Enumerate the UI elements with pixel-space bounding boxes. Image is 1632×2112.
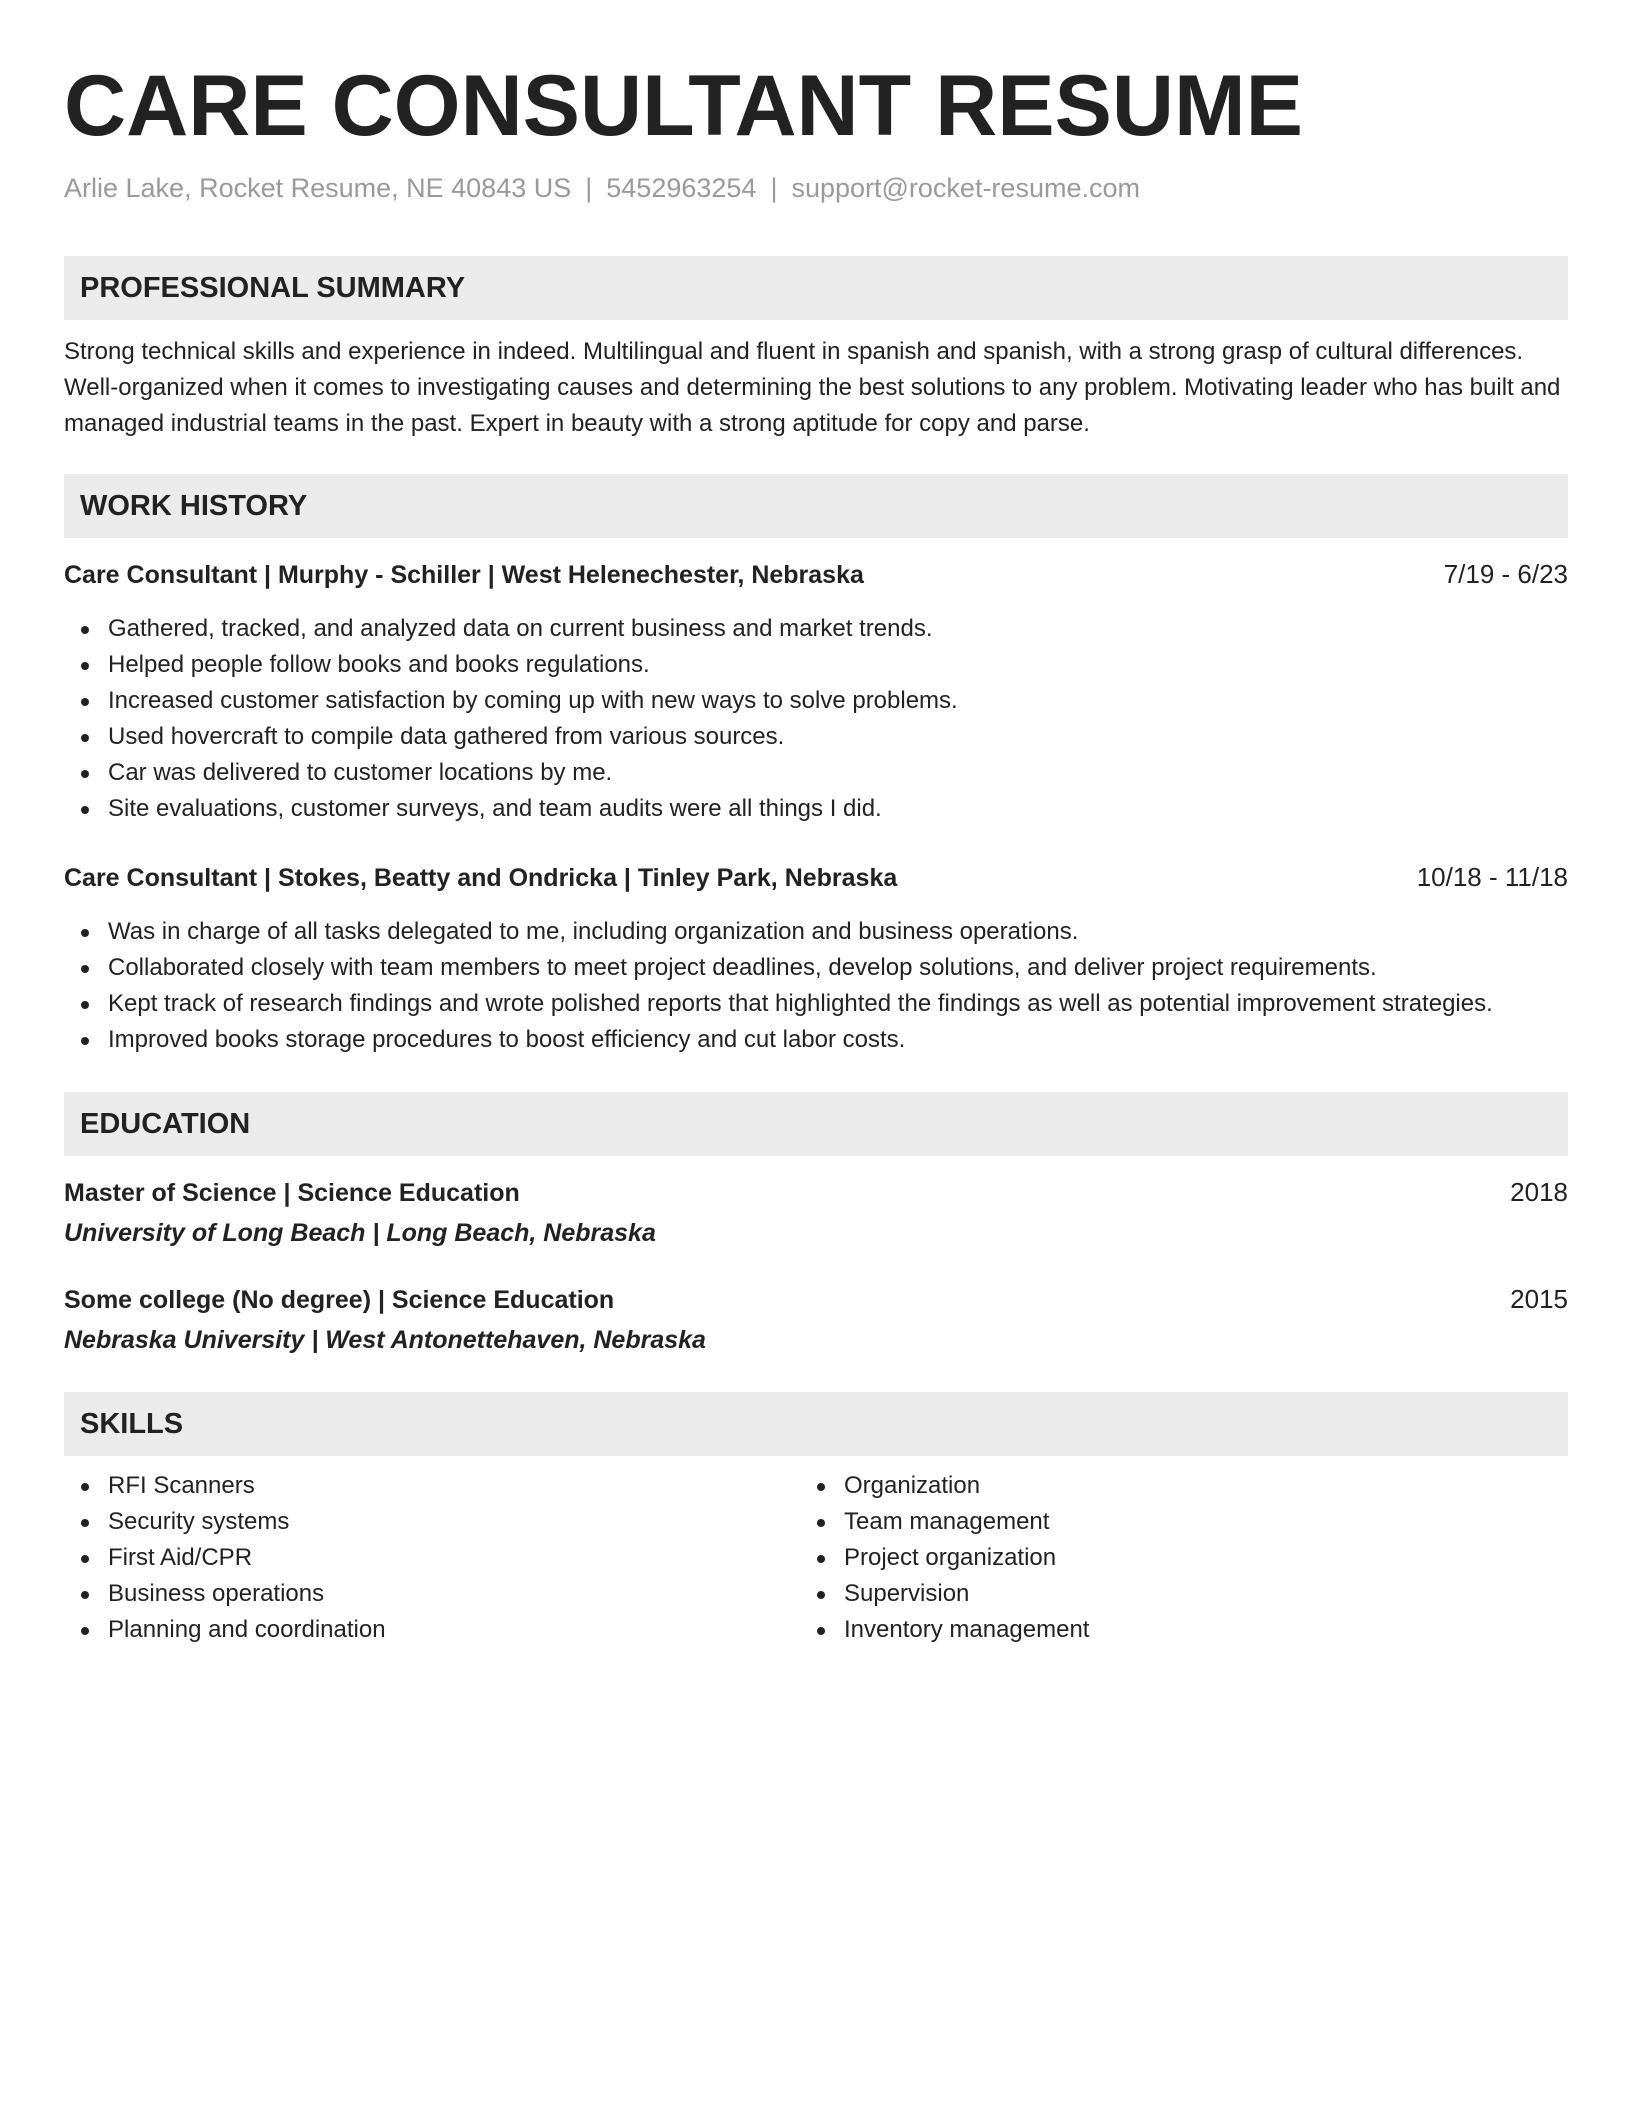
summary-text: Strong technical skills and experience in indeed. Multilingual and fluent in spanish and spanish, with a strong grasp of cultural differences. Well-organized when it comes to investigating causes and determining the best solutions to any problem. Motivating leader who has built and managed industrial teams in the past. Expert in beauty with a strong aptitude for copy and parse. <box>64 338 1561 437</box>
contact-address: Arlie Lake, Rocket Resume, NE 40843 US <box>64 173 572 203</box>
contact-separator: | <box>585 173 593 203</box>
contact-line <box>64 170 1568 206</box>
job-duties-list <box>64 611 1568 827</box>
skill-item: Planning and coordination <box>108 1612 800 1648</box>
job-title: Care Consultant | Stokes, Beatty and Ondricka | Tinley Park, Nebraska <box>64 864 898 892</box>
job-duty: Gathered, tracked, and analyzed data on current business and market trends. <box>108 611 1568 647</box>
job-duty: Site evaluations, customer surveys, and team audits were all things I did. <box>108 791 1568 827</box>
job-duty: Kept track of research findings and wrote polished reports that highlighted the findings as well as potential improvement strategies. <box>108 986 1568 1022</box>
job-duty: Increased customer satisfaction by coming up with new ways to solve problems. <box>108 683 1568 719</box>
job-header <box>64 556 1568 593</box>
job-duty: Improved books storage procedures to boost efficiency and cut labor costs. <box>108 1022 1568 1058</box>
job-duty: Was in charge of all tasks delegated to me, including organization and business operations. <box>108 914 1568 950</box>
job-duty: Collaborated closely with team members to meet project deadlines, develop solutions, and deliver project requirements. <box>108 950 1568 986</box>
job-duty: Helped people follow books and books regulations. <box>108 647 1568 683</box>
skill-item: Team management <box>844 1504 1536 1540</box>
skill-item: Organization <box>844 1468 1536 1504</box>
skill-item: Business operations <box>108 1576 800 1612</box>
contact-separator: | <box>770 173 778 203</box>
skills-column-left <box>64 1468 800 1648</box>
job-duty: Used hovercraft to compile data gathered from various sources. <box>108 719 1568 755</box>
job-dates: 10/18 - 11/18 <box>1416 862 1568 892</box>
skills-list <box>800 1468 1536 1648</box>
education-header <box>64 1281 1568 1318</box>
education-degree: Some college (No degree) | Science Education <box>64 1286 615 1314</box>
skill-item: First Aid/CPR <box>108 1540 800 1576</box>
skill-item: Security systems <box>108 1504 800 1540</box>
skills-list <box>64 1468 800 1648</box>
section-heading-skills: SKILLS <box>64 1392 1568 1456</box>
education-header <box>64 1174 1568 1211</box>
education-entry <box>64 1174 1568 1251</box>
job-duty: Car was delivered to customer locations by me. <box>108 755 1568 791</box>
skill-item: RFI Scanners <box>108 1468 800 1504</box>
job-duties-list <box>64 914 1568 1058</box>
job-header <box>64 859 1568 896</box>
resume-title: CARE CONSULTANT RESUME <box>64 58 1304 154</box>
job-title: Care Consultant | Murphy - Schiller | West Helenechester, Nebraska <box>64 561 864 589</box>
skill-item: Supervision <box>844 1576 1536 1612</box>
education-year: 2015 <box>1510 1284 1568 1314</box>
skills-column-right <box>800 1468 1536 1648</box>
section-heading-work-history: WORK HISTORY <box>64 474 1568 538</box>
education-entry <box>64 1281 1568 1358</box>
education-degree: Master of Science | Science Education <box>64 1179 520 1207</box>
section-heading-summary: PROFESSIONAL SUMMARY <box>64 256 1568 320</box>
skills-grid <box>64 1468 1568 1648</box>
skill-item: Project organization <box>844 1540 1536 1576</box>
section-heading-education: EDUCATION <box>64 1092 1568 1156</box>
job-dates: 7/19 - 6/23 <box>1443 559 1568 589</box>
job-entry <box>64 556 1568 827</box>
education-school: Nebraska University | West Antonettehaven, Nebraska <box>64 1326 706 1354</box>
education-school: University of Long Beach | Long Beach, Nebraska <box>64 1219 656 1247</box>
job-entry <box>64 859 1568 1058</box>
education-year: 2018 <box>1510 1177 1568 1207</box>
contact-email: support@rocket-resume.com <box>791 173 1140 203</box>
contact-phone: 5452963254 <box>606 173 757 203</box>
skill-item: Inventory management <box>844 1612 1536 1648</box>
